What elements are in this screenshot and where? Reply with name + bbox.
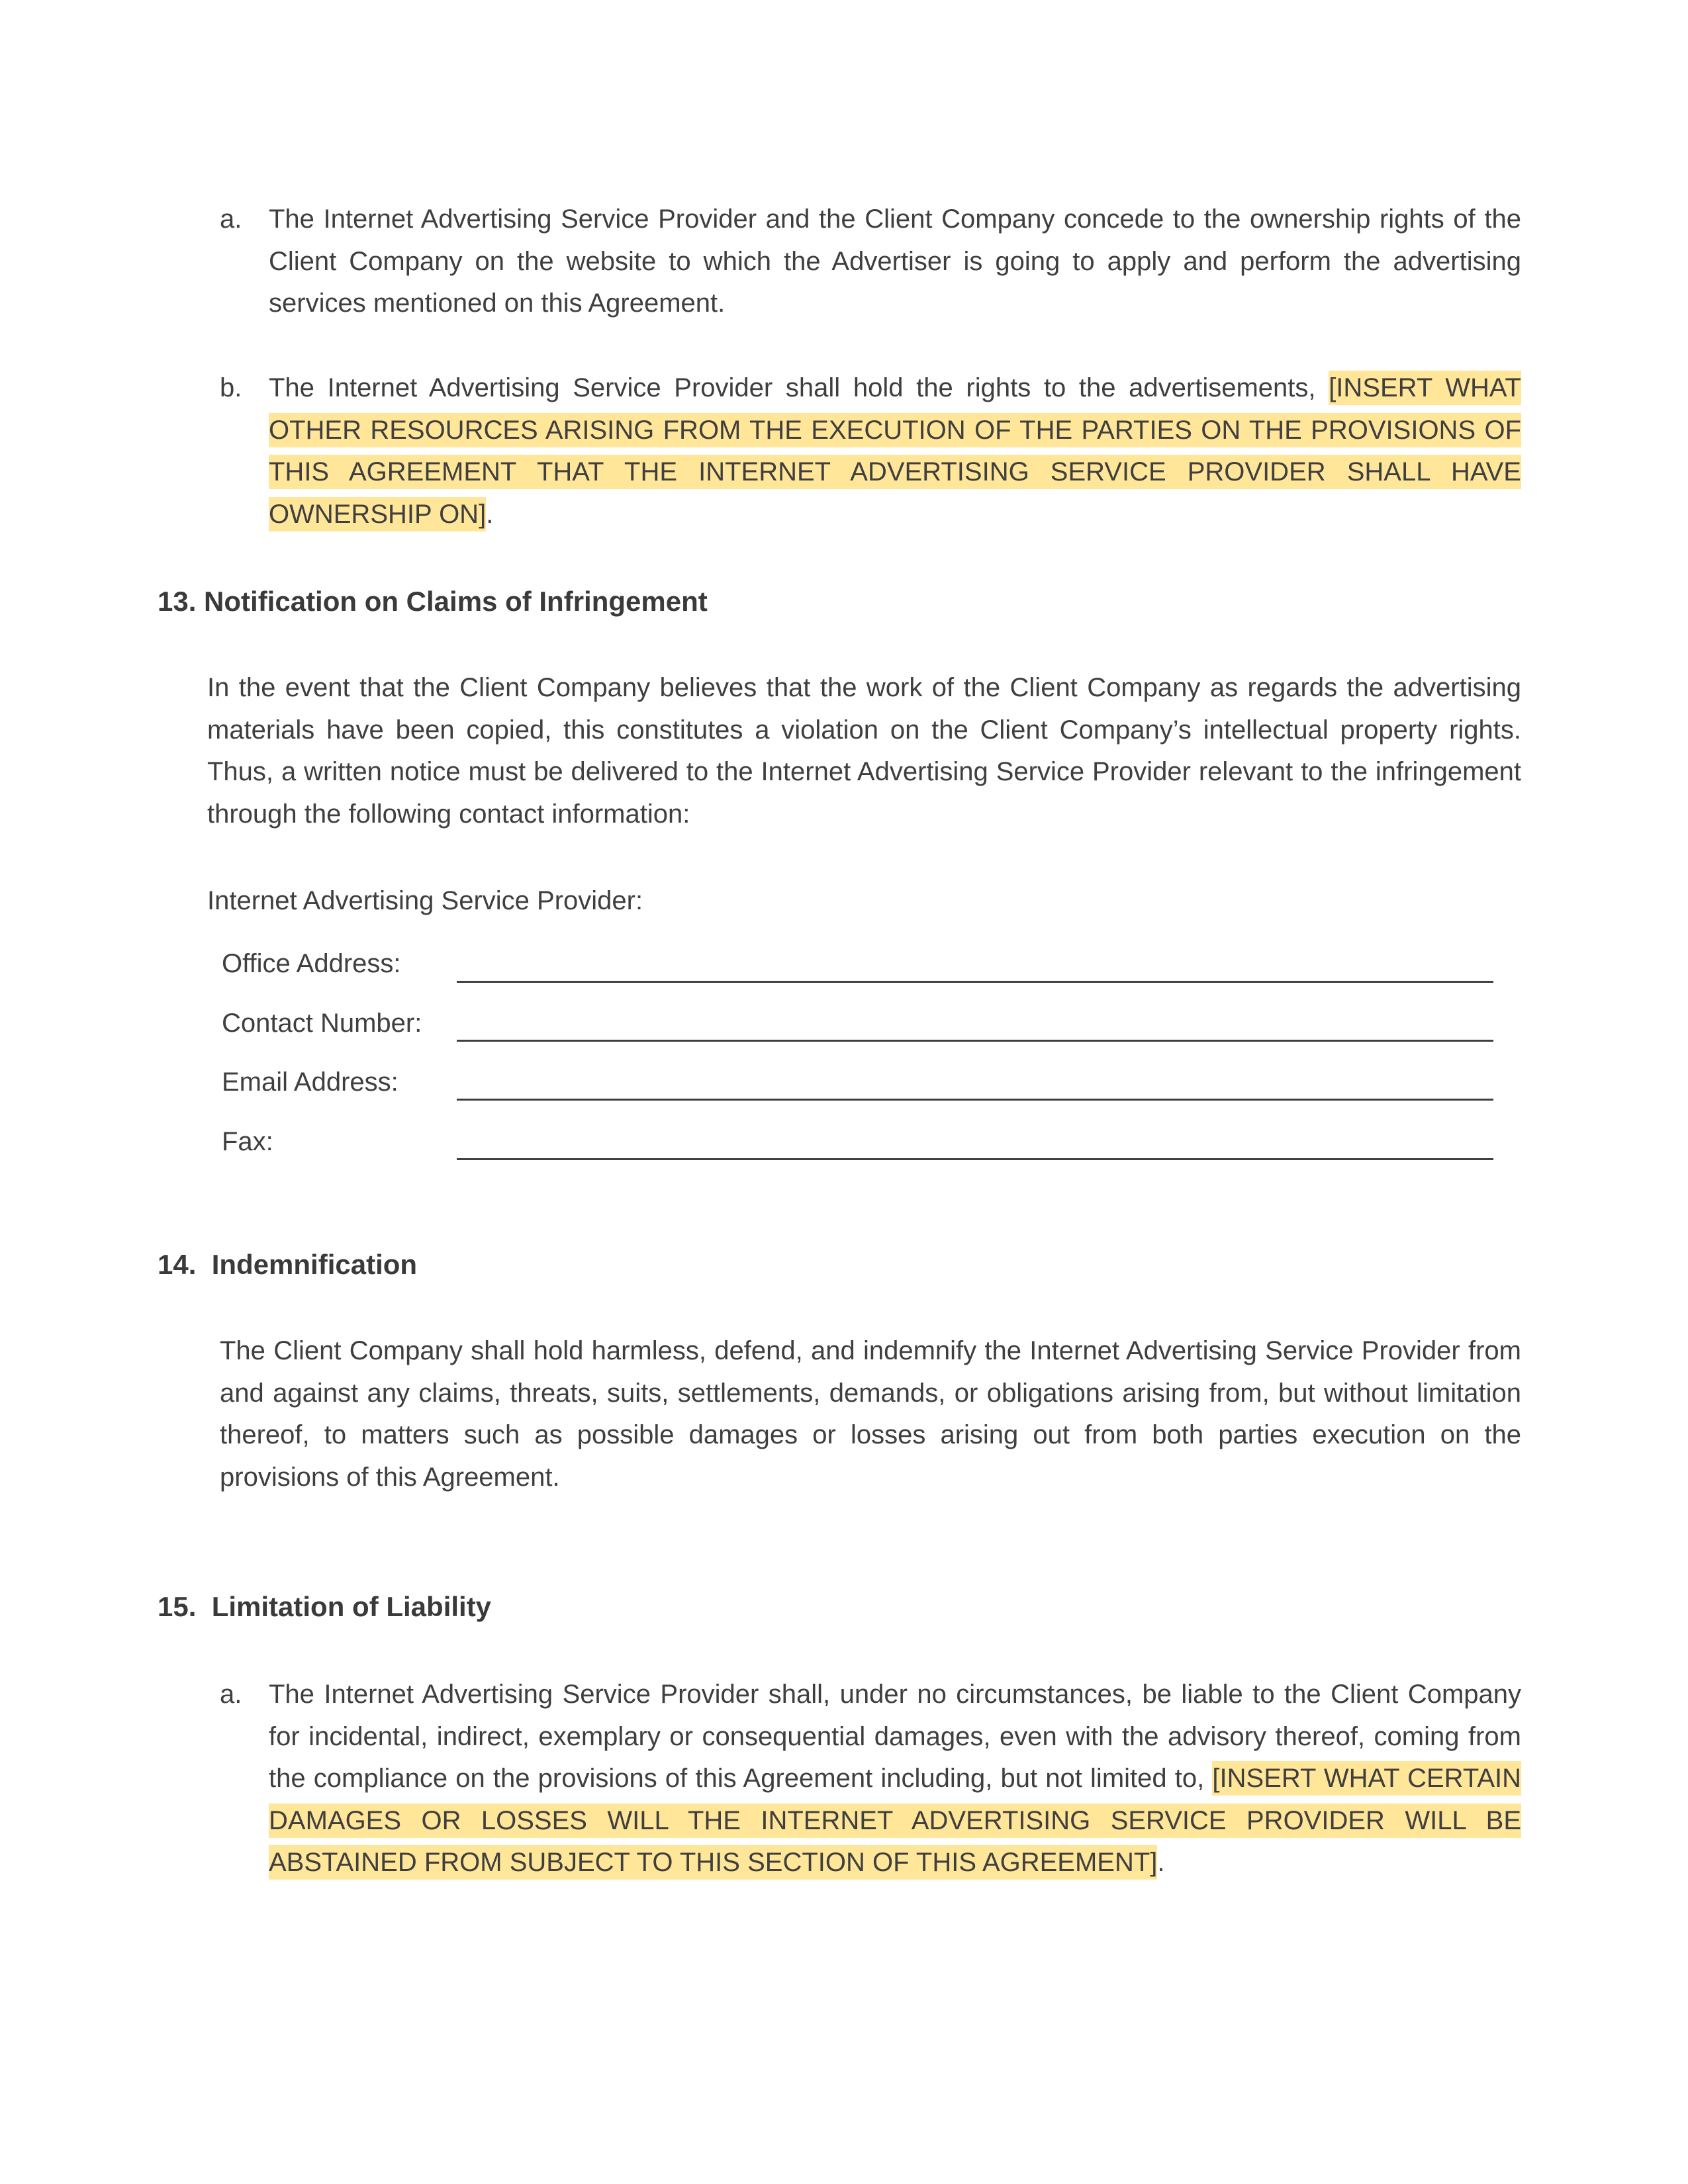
clause-12a-text: The Internet Advertising Service Provider and the Client Company concede to the ownership rights of the Client Company on the website to which the Advertiser is going to apply and perform the advertising services mentioned on this Agreement. <box>269 205 1521 318</box>
email-address-field[interactable] <box>457 1099 1493 1101</box>
clause-15a-tail: . <box>1157 1848 1165 1877</box>
clause-15a-text <box>269 1674 1521 1884</box>
section-13-heading: 13. Notification on Claims of Infringement <box>158 586 708 617</box>
office-address-field[interactable] <box>457 981 1493 983</box>
clause-12b-tail: . <box>486 499 494 529</box>
section-15-heading: 15. Limitation of Liability <box>158 1591 492 1622</box>
list-marker-15a: a. <box>220 1680 242 1709</box>
fax-label: Fax: <box>222 1127 273 1156</box>
list-marker-12b: b. <box>220 373 242 402</box>
contact-heading: Internet Advertising Service Provider: <box>207 886 643 915</box>
placeholder-highlight: [INSERT WHAT OTHER RESOURCES ARISING FROM THE EXECUTION OF THE PARTIES ON THE PROVISIONS OF THIS AGREEMENT THAT THE INTERNET ADVERTISING SERVICE PROVIDER SHALL HAVE OWNERSHIP ON] <box>269 371 1521 531</box>
clause-12b-lead: The Internet Advertising Service Provider shall hold the rights to the advertisements, <box>269 373 1329 402</box>
clause-12b-text <box>269 367 1521 535</box>
email-address-label: Email Address: <box>222 1068 399 1097</box>
section-14-body: The Client Company shall hold harmless, defend, and indemnify the Internet Advertising Service Provider from and against any claims, threats, suits, settlements, demands, or obligations arising from, but without limitation thereof, to matters such as possible damages or losses arising out from both parties execution on the provisions of this Agreement. <box>220 1336 1521 1492</box>
fax-field[interactable] <box>457 1158 1493 1160</box>
contact-number-label: Contact Number: <box>222 1009 422 1038</box>
placeholder-highlight: [INSERT WHAT CERTAIN DAMAGES OR LOSSES WILL THE INTERNET ADVERTISING SERVICE PROVIDER WILL BE ABSTAINED FROM SUBJECT TO THIS SECTION OF THIS AGREEMENT] <box>269 1761 1521 1880</box>
list-marker-12a: a. <box>220 205 242 234</box>
contact-number-field[interactable] <box>457 1040 1493 1042</box>
section-14-heading: 14. Indemnification <box>158 1249 418 1280</box>
clause-15a-lead: The Internet Advertising Service Provider shall, under no circumstances, be liable to the Client Company for incidental, indirect, exemplary or consequential damages, even with the advisory thereof, coming from the compliance on the provisions of this Agreement including, but not limited to, <box>269 1680 1521 1793</box>
office-address-label: Office Address: <box>222 949 401 978</box>
section-13-body: In the event that the Client Company believes that the work of the Client Company as regards the advertising materials have been copied, this constitutes a violation on the Client Company’s intellectual property rights. Thus, a written notice must be delivered to the Internet Advertising Service Provider relevant to the infringement through the following contact information: <box>207 673 1521 829</box>
